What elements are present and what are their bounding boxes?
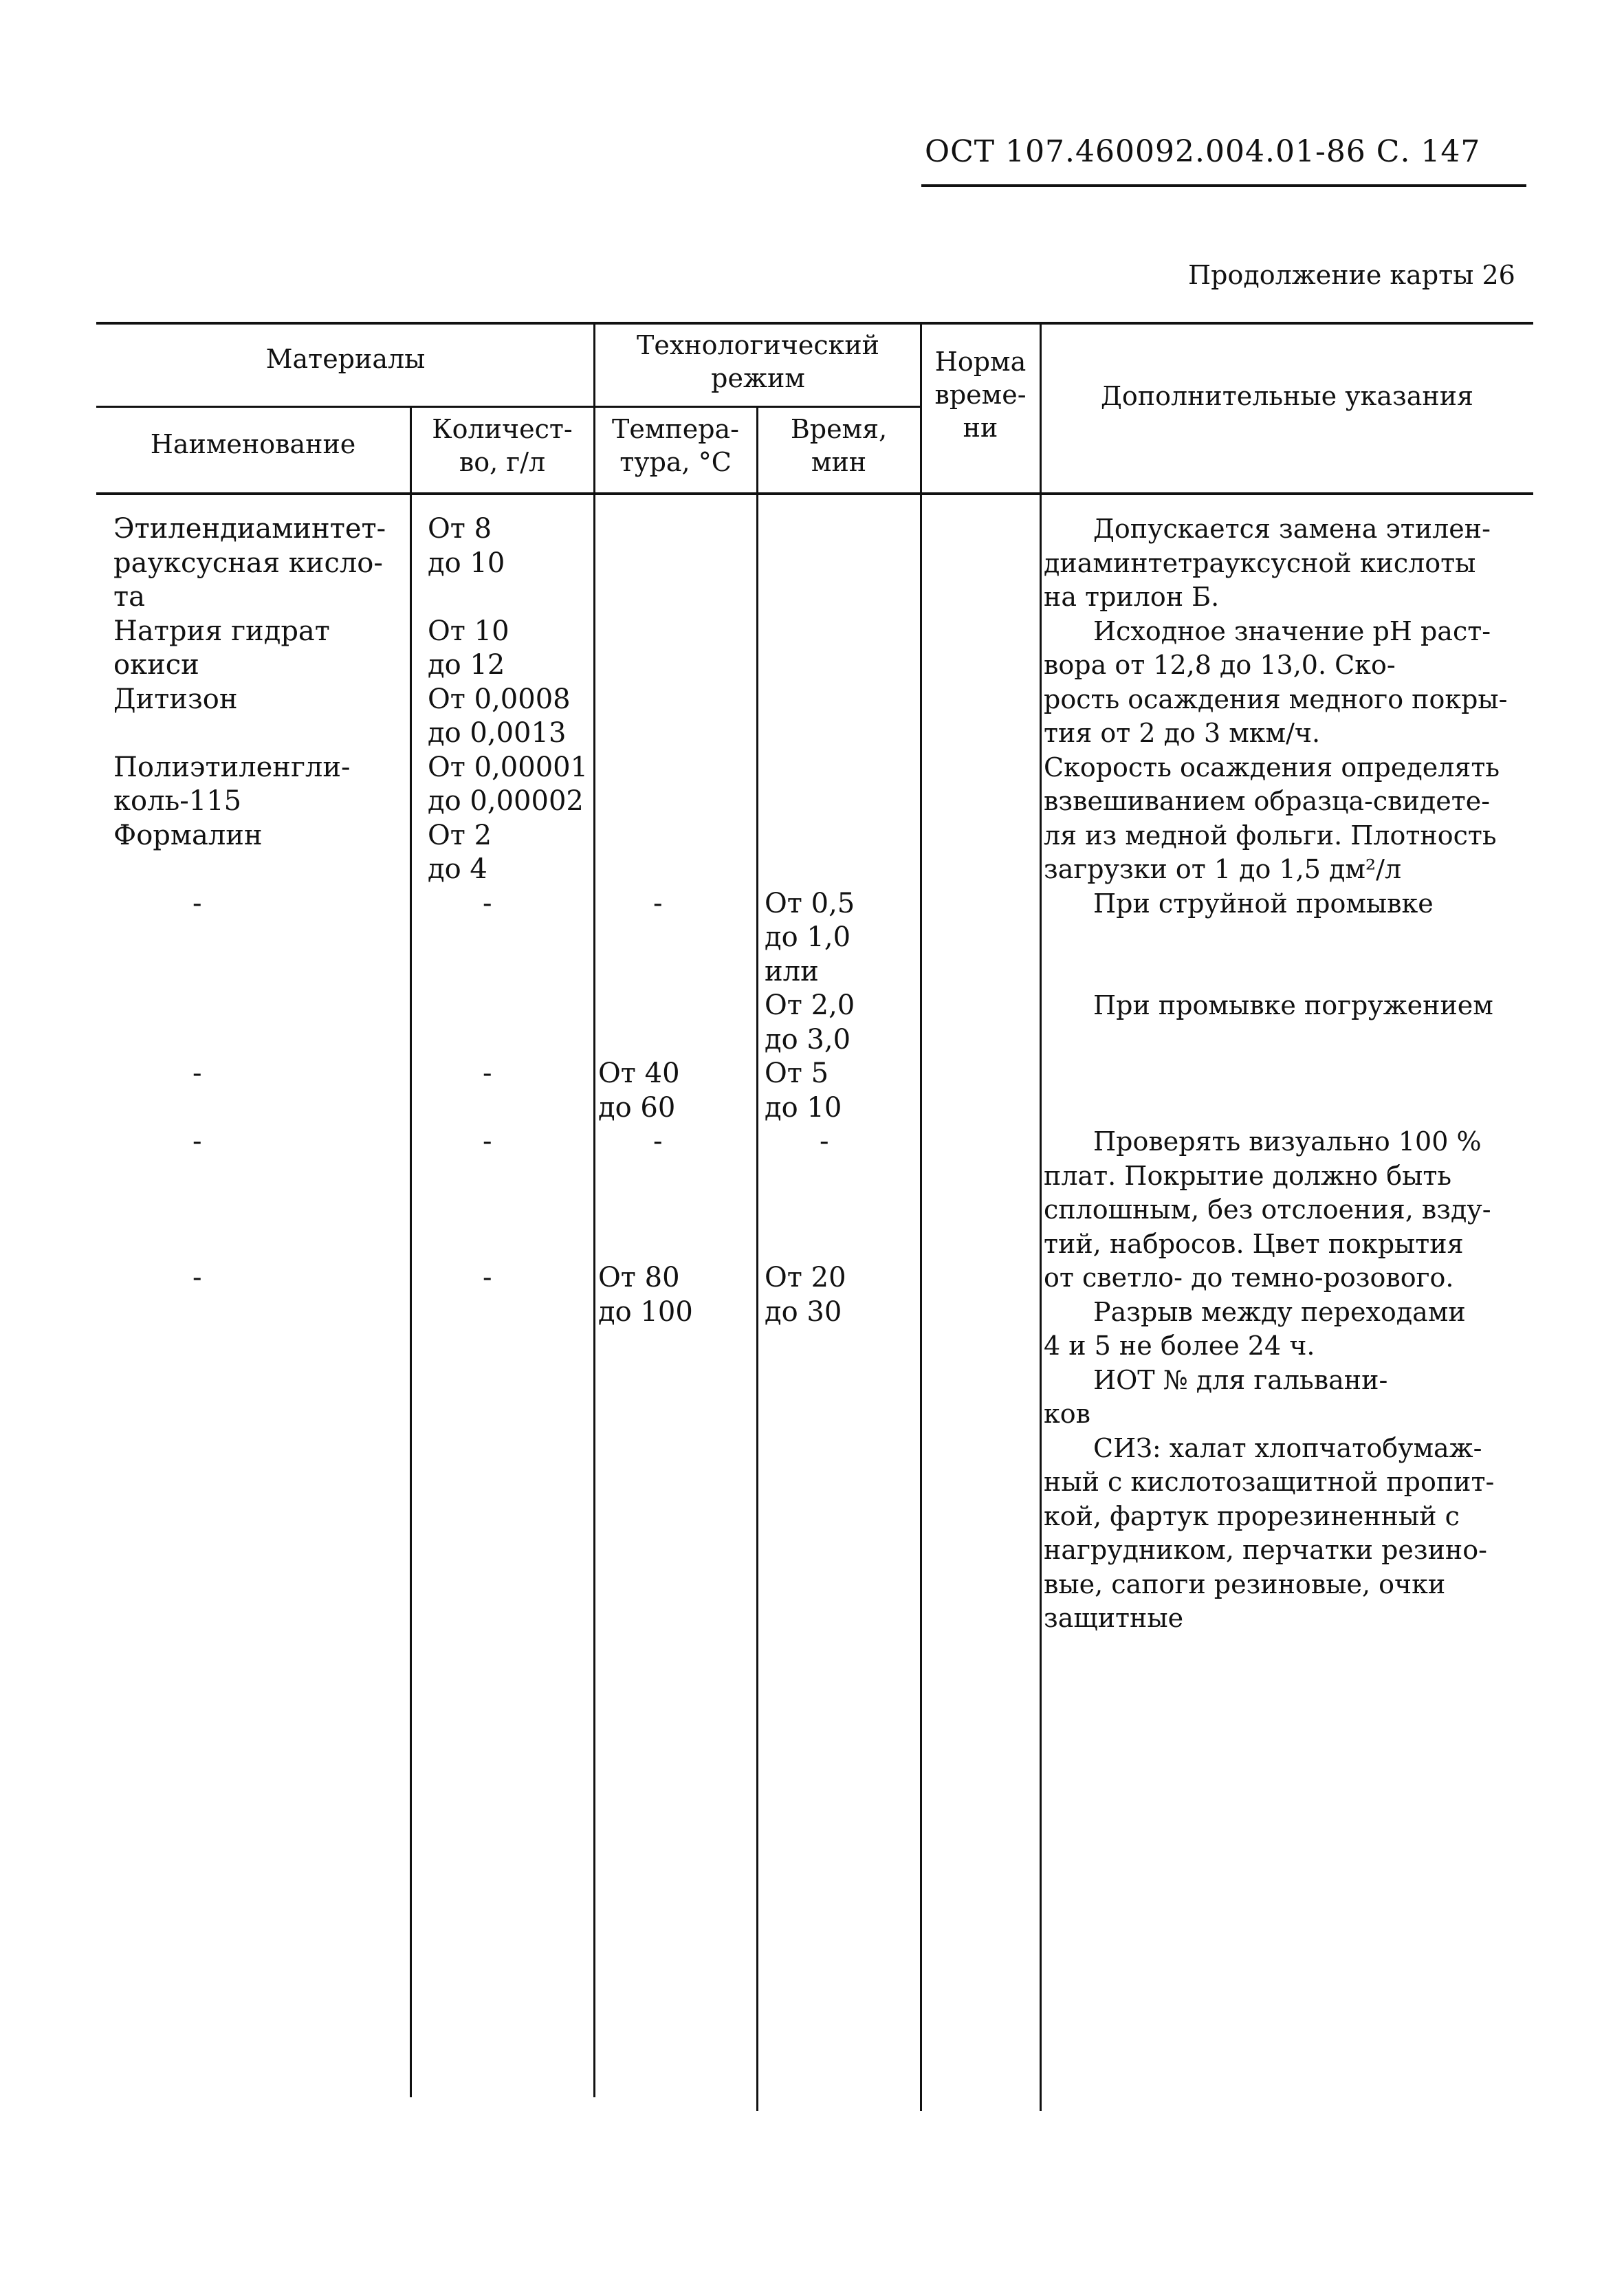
note-line: Разрыв между переходами bbox=[1093, 1296, 1466, 1327]
material-name-line: рауксусная кисло- bbox=[113, 547, 383, 579]
temperature-column bbox=[598, 512, 755, 1329]
note-line: ИОТ № для гальвани- bbox=[1093, 1364, 1388, 1395]
col-divider-1 bbox=[410, 406, 412, 2097]
time-line bbox=[765, 1159, 919, 1194]
note-line: Исходное значение рН раст- bbox=[1093, 615, 1491, 646]
material-name-line bbox=[113, 853, 406, 887]
material-name-line: Полиэтиленгли- bbox=[113, 751, 351, 783]
temperature-line: до 60 bbox=[598, 1091, 676, 1124]
temperature-line: - bbox=[653, 887, 663, 919]
material-name-line bbox=[113, 1227, 406, 1262]
notes-column bbox=[1044, 512, 1530, 1636]
material-name-line bbox=[113, 1159, 406, 1194]
material-name-line bbox=[113, 1091, 406, 1126]
temperature-line: От 80 bbox=[598, 1262, 680, 1293]
note-line: СИЗ: халат хлопчатобумаж- bbox=[1093, 1432, 1482, 1463]
quantity-line: От 10 bbox=[428, 615, 509, 647]
quantity-line: От 2 bbox=[428, 819, 492, 851]
note-line: кой, фартук прорезиненный с bbox=[1044, 1500, 1460, 1531]
col-divider-5 bbox=[1040, 323, 1042, 2111]
time-line: до 10 bbox=[765, 1091, 842, 1124]
temperature-line bbox=[598, 1159, 755, 1194]
note-line: Скорость осаждения определять bbox=[1044, 752, 1500, 783]
temperature-line: От 40 bbox=[598, 1058, 680, 1089]
note-line: взвешиванием образца-свидете- bbox=[1044, 786, 1491, 816]
time-line: От 2,0 bbox=[765, 990, 855, 1021]
temperature-line bbox=[598, 615, 755, 649]
note-line bbox=[1044, 1091, 1530, 1126]
time-line bbox=[765, 1227, 919, 1262]
note-line: загрузки от 1 до 1,5 дм²/л bbox=[1044, 854, 1402, 884]
time-line: до 1,0 bbox=[765, 921, 851, 953]
material-name-line: Дитизон bbox=[113, 683, 238, 715]
time-line: до 30 bbox=[765, 1295, 842, 1328]
quantity-line: до 0,00002 bbox=[428, 785, 584, 817]
note-line: При струйной промывке bbox=[1093, 888, 1434, 919]
time-line bbox=[765, 683, 919, 717]
header-tech-mode-line2: режим bbox=[711, 363, 805, 393]
note-line: вора от 12,8 до 13,0. Ско- bbox=[1044, 650, 1396, 680]
time-line bbox=[765, 547, 919, 581]
time-line bbox=[765, 717, 919, 751]
materials-subrule bbox=[96, 406, 595, 408]
note-line: от светло- до темно-розового. bbox=[1044, 1262, 1454, 1293]
time-line bbox=[765, 751, 919, 785]
note-line: ля из медной фольги. Плотность bbox=[1044, 820, 1497, 851]
quantity-line: - bbox=[483, 1126, 492, 1157]
note-line: нагрудником, перчатки резино- bbox=[1044, 1535, 1487, 1565]
time-line bbox=[765, 615, 919, 649]
temperature-line bbox=[598, 1193, 755, 1227]
material-name-line bbox=[113, 717, 406, 751]
note-line: тий, набросов. Цвет покрытия bbox=[1044, 1228, 1464, 1259]
material-name-line bbox=[113, 921, 406, 955]
time-line: От 5 bbox=[765, 1058, 829, 1089]
note-line: сплошным, без отслоения, взду- bbox=[1044, 1194, 1491, 1225]
quantity-line: От 8 bbox=[428, 513, 492, 545]
material-name-line: - bbox=[193, 887, 202, 919]
note-line: ный с кислотозащитной пропит- bbox=[1044, 1467, 1495, 1497]
note-line: тия от 2 до 3 мкм/ч. bbox=[1044, 718, 1321, 748]
quantity-line bbox=[428, 1193, 593, 1227]
note-line: 4 и 5 не более 24 ч. bbox=[1044, 1331, 1315, 1361]
material-name-line: - bbox=[193, 1126, 202, 1157]
time-line bbox=[765, 1193, 919, 1227]
header-temperature-line2: тура, °С bbox=[619, 447, 732, 477]
note-line: Проверять визуально 100 % bbox=[1093, 1126, 1482, 1157]
note-line: защитные bbox=[1044, 1603, 1184, 1633]
time-line: - bbox=[820, 1126, 829, 1157]
material-name-line: Формалин bbox=[113, 819, 263, 851]
temperature-line bbox=[598, 547, 755, 581]
note-line bbox=[1044, 1057, 1530, 1091]
temperature-line bbox=[598, 1023, 755, 1058]
note-line: вые, сапоги резиновые, очки bbox=[1044, 1568, 1446, 1599]
time-line: От 20 bbox=[765, 1262, 846, 1293]
quantity-line bbox=[428, 1091, 593, 1126]
note-line: диаминтетрауксусной кислоты bbox=[1044, 547, 1476, 578]
quantity-line bbox=[428, 1159, 593, 1194]
temperature-line bbox=[598, 853, 755, 887]
material-name-line bbox=[113, 955, 406, 990]
time-line bbox=[765, 819, 919, 853]
quantity-line: От 0,00001 bbox=[428, 751, 589, 783]
document-reference: ОСТ 107.460092.004.01-86 С. 147 bbox=[925, 134, 1481, 169]
quantity-line: От 0,0008 bbox=[428, 683, 571, 715]
table-top-rule bbox=[96, 322, 1533, 325]
temperature-line bbox=[598, 683, 755, 717]
note-line: рость осаждения медного покры- bbox=[1044, 684, 1508, 714]
time-line bbox=[765, 785, 919, 819]
temperature-line bbox=[598, 512, 755, 547]
note-line bbox=[1044, 1023, 1530, 1058]
header-temperature-line1: Темпера- bbox=[611, 414, 740, 444]
temperature-line: - bbox=[653, 1126, 663, 1157]
quantity-line: - bbox=[483, 1262, 492, 1293]
material-name-line: окиси bbox=[113, 649, 199, 681]
material-name-line: Натрия гидрат bbox=[113, 615, 330, 647]
temperature-line bbox=[598, 648, 755, 683]
header-extra-notes: Дополнительные указания bbox=[1100, 381, 1474, 411]
time-line bbox=[765, 853, 919, 887]
header-quantity-line1: Количест- bbox=[432, 414, 573, 444]
note-line: При промывке погружением bbox=[1093, 990, 1493, 1020]
quantity-line: до 4 bbox=[428, 853, 487, 885]
temperature-line bbox=[598, 819, 755, 853]
note-line: Допускается замена этилен- bbox=[1093, 514, 1491, 544]
temperature-line bbox=[598, 785, 755, 819]
temperature-line bbox=[598, 580, 755, 615]
col-divider-3 bbox=[756, 406, 758, 2111]
header-bottom-rule bbox=[96, 492, 1533, 495]
header-time-line2: мин bbox=[811, 447, 867, 477]
quantity-line: - bbox=[483, 1058, 492, 1089]
quantity-line bbox=[428, 989, 593, 1023]
time-line bbox=[765, 512, 919, 547]
time-line bbox=[765, 580, 919, 615]
continuation-label: Продолжение карты 26 bbox=[1188, 260, 1515, 290]
temperature-line bbox=[598, 1227, 755, 1262]
temperature-line bbox=[598, 751, 755, 785]
material-name-line bbox=[113, 1023, 406, 1058]
quantity-line bbox=[428, 580, 593, 615]
time-column bbox=[765, 512, 919, 1329]
material-name-line bbox=[113, 989, 406, 1023]
note-line: ков bbox=[1044, 1399, 1091, 1429]
header-underline bbox=[921, 184, 1526, 187]
header-time-norm-line1: Норма bbox=[934, 347, 1027, 377]
quantity-line: - bbox=[483, 887, 492, 919]
quantity-line: до 0,0013 bbox=[428, 717, 567, 749]
time-line bbox=[765, 648, 919, 683]
temperature-line bbox=[598, 955, 755, 990]
time-line: до 3,0 bbox=[765, 1023, 851, 1056]
header-time-norm-line2: време- bbox=[934, 380, 1027, 410]
col-divider-4 bbox=[920, 323, 922, 2111]
material-name-line: - bbox=[193, 1058, 202, 1089]
names-column bbox=[113, 512, 406, 1295]
material-name-line bbox=[113, 1193, 406, 1227]
header-quantity-line2: во, г/л bbox=[459, 447, 546, 477]
quantity-line bbox=[428, 921, 593, 955]
quantity-line bbox=[428, 1227, 593, 1262]
col-divider-2 bbox=[593, 323, 595, 2097]
header-materials: Материалы bbox=[265, 344, 426, 374]
material-name-line: - bbox=[193, 1262, 202, 1293]
material-name-line: та bbox=[113, 581, 145, 613]
note-line: на трилон Б. bbox=[1044, 582, 1220, 612]
header-tech-mode-line1: Технологический bbox=[636, 330, 880, 360]
note-line bbox=[1044, 921, 1530, 955]
quantity-line: до 12 bbox=[428, 649, 505, 681]
header-time-norm-line3: ни bbox=[963, 413, 998, 443]
temperature-line: до 100 bbox=[598, 1295, 693, 1328]
material-name-line: коль-115 bbox=[113, 785, 242, 817]
temperature-line bbox=[598, 717, 755, 751]
temperature-line bbox=[598, 989, 755, 1023]
temperature-line bbox=[598, 921, 755, 955]
note-line: плат. Покрытие должно быть bbox=[1044, 1160, 1452, 1191]
header-name: Наименование bbox=[150, 429, 356, 459]
quantity-line: до 10 bbox=[428, 547, 505, 579]
quantity-line bbox=[428, 955, 593, 990]
quantity-line bbox=[428, 1023, 593, 1058]
time-line: или bbox=[765, 955, 819, 987]
time-line: От 0,5 bbox=[765, 887, 855, 919]
header-time-line1: Время, bbox=[790, 414, 888, 444]
quantity-column bbox=[428, 512, 593, 1295]
note-line bbox=[1044, 955, 1530, 990]
material-name-line: Этилендиаминтет- bbox=[113, 513, 386, 545]
